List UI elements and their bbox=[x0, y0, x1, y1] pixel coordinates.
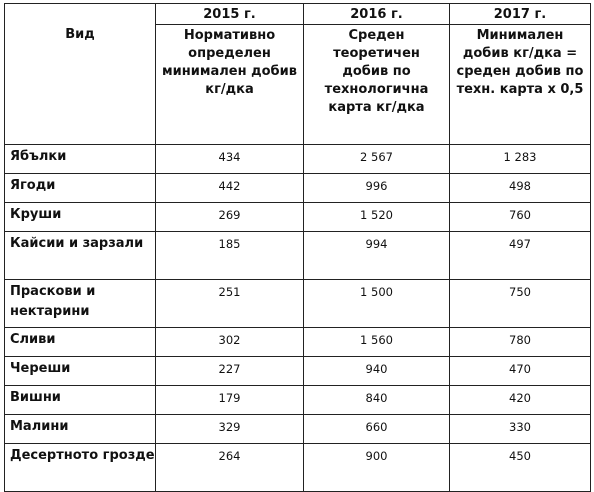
value-2015-cell: 434 bbox=[156, 145, 304, 174]
year-header-row bbox=[5, 4, 591, 25]
value-2016-cell: 940 bbox=[304, 357, 450, 386]
value-2015-cell: 302 bbox=[156, 328, 304, 357]
value-2015-cell: 251 bbox=[156, 280, 304, 328]
row-name-cell: Ябълки bbox=[5, 145, 156, 174]
value-2016-cell: 1 520 bbox=[304, 203, 450, 232]
value-2015-cell: 442 bbox=[156, 174, 304, 203]
row-name-cell: Череши bbox=[5, 357, 156, 386]
value-2017-cell: 450 bbox=[450, 444, 591, 492]
value-2017-cell: 497 bbox=[450, 232, 591, 280]
value-2016-cell: 900 bbox=[304, 444, 450, 492]
value-2016-cell: 1 560 bbox=[304, 328, 450, 357]
table-row bbox=[5, 203, 591, 232]
table-row bbox=[5, 415, 591, 444]
row-name-cell: Вишни bbox=[5, 386, 156, 415]
table-row bbox=[5, 328, 591, 357]
row-name-cell: Круши bbox=[5, 203, 156, 232]
value-2016-cell: 2 567 bbox=[304, 145, 450, 174]
value-2017-cell: 330 bbox=[450, 415, 591, 444]
subheader-2016: Среден теоретичен добив по технологична карта кг/дка bbox=[304, 25, 450, 145]
row-name-cell: Праскови и нектарини bbox=[5, 280, 156, 328]
row-name-cell: Десертното грозде bbox=[5, 444, 156, 492]
value-2017-cell: 760 bbox=[450, 203, 591, 232]
value-2017-cell: 498 bbox=[450, 174, 591, 203]
value-2017-cell: 420 bbox=[450, 386, 591, 415]
table-row bbox=[5, 386, 591, 415]
table-row bbox=[5, 280, 591, 328]
value-2015-cell: 185 bbox=[156, 232, 304, 280]
table-row bbox=[5, 232, 591, 280]
row-name-cell: Малини bbox=[5, 415, 156, 444]
header-vid: Вид bbox=[5, 4, 156, 145]
yield-table bbox=[4, 3, 591, 492]
table-row bbox=[5, 444, 591, 492]
value-2017-cell: 780 bbox=[450, 328, 591, 357]
value-2016-cell: 996 bbox=[304, 174, 450, 203]
value-2015-cell: 227 bbox=[156, 357, 304, 386]
subheader-2015: Нормативно определен минимален добив кг/дка bbox=[156, 25, 304, 145]
value-2016-cell: 840 bbox=[304, 386, 450, 415]
value-2015-cell: 329 bbox=[156, 415, 304, 444]
header-year-2016: 2016 г. bbox=[304, 4, 450, 25]
row-name-cell: Ягоди bbox=[5, 174, 156, 203]
value-2015-cell: 269 bbox=[156, 203, 304, 232]
table-row bbox=[5, 357, 591, 386]
value-2017-cell: 1 283 bbox=[450, 145, 591, 174]
header-year-2017: 2017 г. bbox=[450, 4, 591, 25]
value-2015-cell: 264 bbox=[156, 444, 304, 492]
table-row bbox=[5, 174, 591, 203]
value-2016-cell: 1 500 bbox=[304, 280, 450, 328]
value-2017-cell: 750 bbox=[450, 280, 591, 328]
subheader-2017: Минимален добив кг/дка = среден добив по техн. карта х 0,5 bbox=[450, 25, 591, 145]
table-row bbox=[5, 145, 591, 174]
value-2016-cell: 660 bbox=[304, 415, 450, 444]
row-name-cell: Сливи bbox=[5, 328, 156, 357]
value-2015-cell: 179 bbox=[156, 386, 304, 415]
value-2017-cell: 470 bbox=[450, 357, 591, 386]
header-year-2015: 2015 г. bbox=[156, 4, 304, 25]
row-name-cell: Кайсии и зарзали bbox=[5, 232, 156, 280]
value-2016-cell: 994 bbox=[304, 232, 450, 280]
